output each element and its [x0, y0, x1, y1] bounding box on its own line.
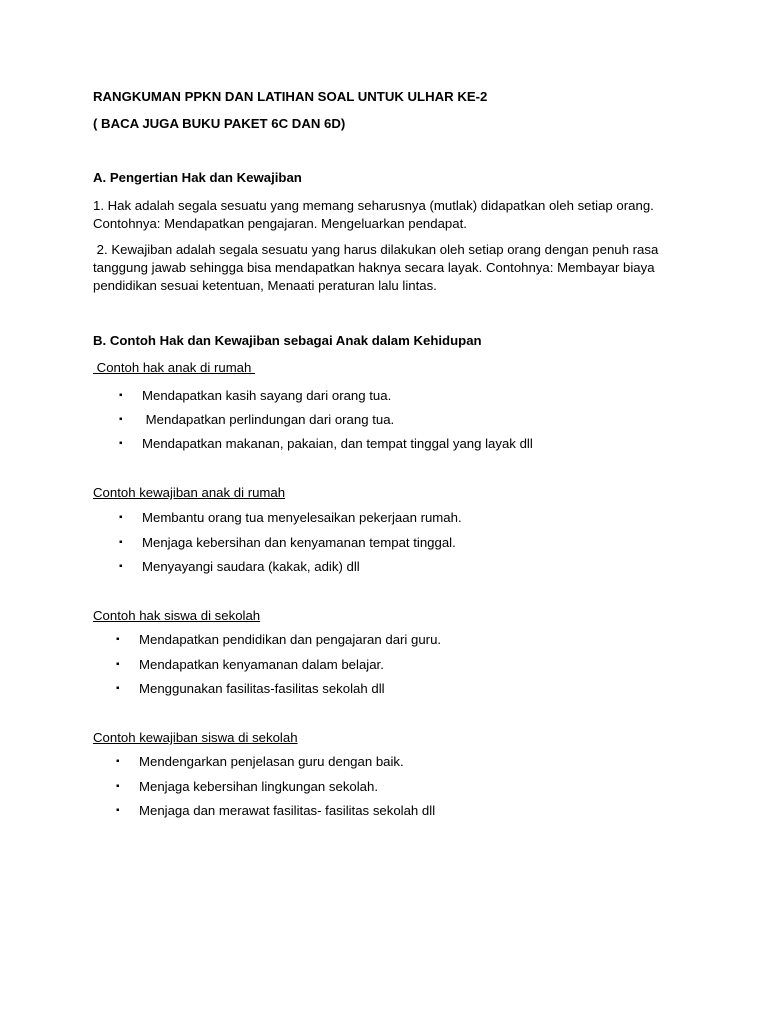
bullet-icon: ▪	[116, 781, 120, 792]
section-b-heading: B. Contoh Hak dan Kewajiban sebagai Anak dalam Kehidupan	[93, 333, 482, 348]
paragraph-hak-line-2: Contohnya: Mendapatkan pengajaran. Mengeluarkan pendapat.	[93, 216, 467, 231]
list-item: Mendapatkan makanan, pakaian, dan tempat tinggal yang layak dll	[142, 436, 533, 451]
bullet-icon: ▪	[116, 683, 120, 694]
list-item: Mendapatkan pendidikan dan pengajaran dari guru.	[139, 632, 442, 647]
bullet-icon: ▪	[119, 512, 123, 523]
group-title-hak-anak-rumah: Contoh hak anak di rumah	[93, 360, 256, 375]
bullet-icon: ▪	[119, 390, 123, 401]
list-item: Menggunakan fasilitas-fasilitas sekolah dll	[139, 681, 385, 696]
document-title: RANGKUMAN PPKN DAN LATIHAN SOAL UNTUK ULHAR KE-2	[93, 89, 488, 104]
paragraph-kewajiban-line-2: tanggung jawab sehingga bisa mendapatkan haknya secara layak. Contohnya: Membayar biaya	[93, 260, 655, 275]
bullet-icon: ▪	[119, 561, 123, 572]
bullet-icon: ▪	[119, 414, 123, 425]
group-title-kewajiban-anak-rumah: Contoh kewajiban anak di rumah	[93, 485, 286, 500]
list-item: Menjaga dan merawat fasilitas- fasilitas sekolah dll	[139, 803, 436, 818]
bullet-icon: ▪	[116, 634, 120, 645]
paragraph-hak-line-1: 1. Hak adalah segala sesuatu yang memang seharusnya (mutlak) didapatkan oleh setiap orang.	[93, 198, 654, 213]
group-title-hak-siswa-sekolah: Contoh hak siswa di sekolah	[93, 608, 261, 623]
list-item: Mendengarkan penjelasan guru dengan baik.	[139, 754, 404, 769]
bullet-icon: ▪	[119, 438, 123, 449]
group-title-kewajiban-siswa-sekolah: Contoh kewajiban siswa di sekolah	[93, 730, 298, 745]
list-item: Membantu orang tua menyelesaikan pekerjaan rumah.	[142, 510, 462, 525]
list-item: Mendapatkan kasih sayang dari orang tua.	[142, 388, 392, 403]
document-subtitle: ( BACA JUGA BUKU PAKET 6C DAN 6D)	[93, 116, 346, 131]
bullet-icon: ▪	[116, 805, 120, 816]
list-item: Menjaga kebersihan dan kenyamanan tempat tinggal.	[142, 535, 456, 550]
paragraph-kewajiban-line-1: 2. Kewajiban adalah segala sesuatu yang harus dilakukan oleh setiap orang dengan penuh rasa	[93, 242, 659, 257]
list-item: Menjaga kebersihan lingkungan sekolah.	[139, 779, 379, 794]
list-item: Mendapatkan perlindungan dari orang tua.	[142, 412, 395, 427]
paragraph-kewajiban-line-3: pendidikan sesuai ketentuan, Menaati peraturan lalu lintas.	[93, 278, 437, 293]
bullet-icon: ▪	[116, 756, 120, 767]
bullet-icon: ▪	[116, 659, 120, 670]
list-item: Mendapatkan kenyamanan dalam belajar.	[139, 657, 384, 672]
list-item: Menyayangi saudara (kakak, adik) dll	[142, 559, 360, 574]
section-a-heading: A. Pengertian Hak dan Kewajiban	[93, 170, 302, 185]
bullet-icon: ▪	[119, 537, 123, 548]
